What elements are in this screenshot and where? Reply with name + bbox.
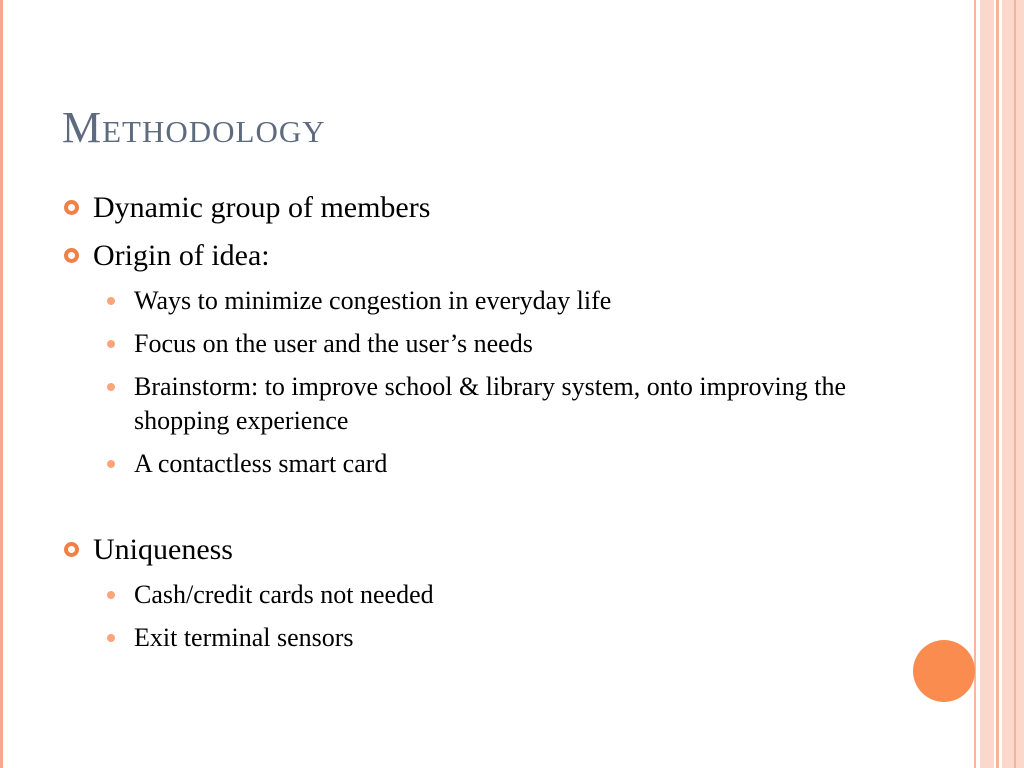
stripe bbox=[980, 0, 994, 768]
bullet-item bbox=[62, 236, 912, 276]
stripe bbox=[974, 0, 976, 768]
right-decorative-stripes bbox=[974, 0, 1024, 768]
dot-bullet-icon bbox=[107, 340, 115, 348]
sub-bullet-item bbox=[62, 370, 912, 438]
sub-bullet-item bbox=[62, 447, 912, 481]
sub-bullet-text: Brainstorm: to improve school & library system, onto improving the shopping experience bbox=[134, 372, 847, 435]
stripe bbox=[1002, 0, 1024, 768]
dot-bullet-icon bbox=[107, 383, 115, 391]
slide-content bbox=[62, 188, 912, 664]
decorative-circle bbox=[913, 640, 975, 702]
dot-bullet-icon bbox=[107, 634, 115, 642]
sub-bullet-item bbox=[62, 621, 912, 655]
sub-bullet-text: A contactless smart card bbox=[134, 449, 388, 478]
bullet-text: Dynamic group of members bbox=[93, 191, 431, 224]
stripe bbox=[996, 0, 999, 768]
dot-bullet-icon bbox=[107, 460, 115, 468]
sub-bullet-text: Focus on the user and the user’s needs bbox=[134, 329, 533, 358]
ring-bullet-icon bbox=[64, 200, 79, 215]
dot-bullet-icon bbox=[107, 297, 115, 305]
bullet-item bbox=[62, 530, 912, 570]
ring-bullet-icon bbox=[64, 542, 79, 557]
ring-bullet-icon bbox=[64, 248, 79, 263]
slide-title: Methodology bbox=[62, 103, 326, 152]
sub-bullet-text: Ways to minimize congestion in everyday life bbox=[134, 286, 612, 315]
sub-bullet-text: Exit terminal sensors bbox=[134, 623, 354, 652]
sub-bullet-item bbox=[62, 578, 912, 612]
bullet-text: Origin of idea: bbox=[93, 239, 270, 272]
stripe bbox=[1014, 0, 1016, 768]
sub-bullet-item bbox=[62, 327, 912, 361]
sub-bullet-item bbox=[62, 284, 912, 318]
bullet-item bbox=[62, 188, 912, 228]
sub-bullet-text: Cash/credit cards not needed bbox=[134, 580, 434, 609]
dot-bullet-icon bbox=[107, 591, 115, 599]
spacer bbox=[62, 490, 912, 530]
left-border-stripe bbox=[0, 0, 3, 768]
bullet-text: Uniqueness bbox=[93, 533, 233, 566]
